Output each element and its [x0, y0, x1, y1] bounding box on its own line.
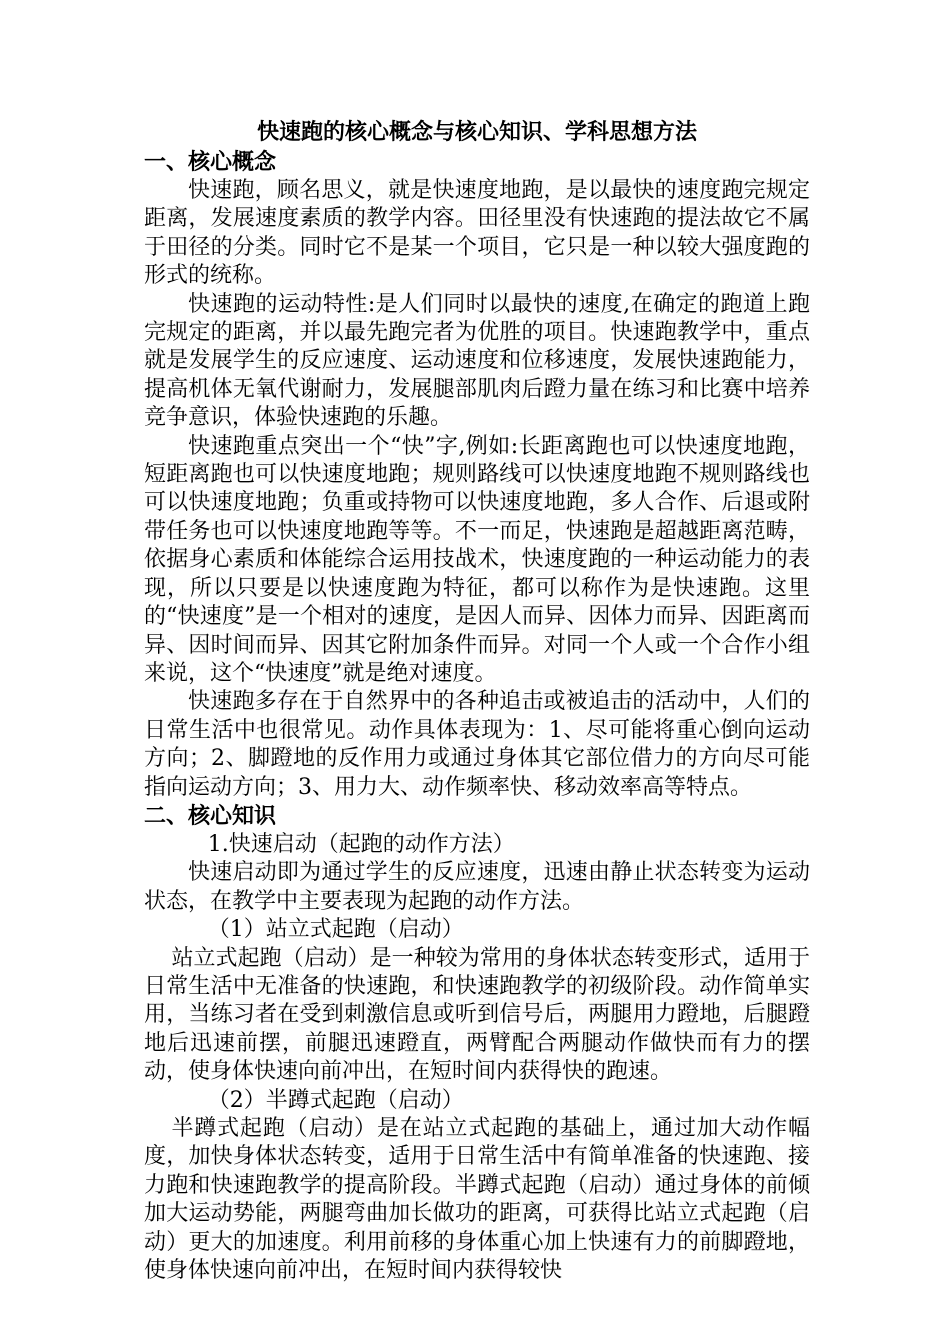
section1-paragraph-3: 快速跑重点突出一个“快”字,例如:长距离跑也可以快速度地跑，短距离跑也可以快速度地跑；规则路线可以快速度地跑不规则路线也可以快速度地跑；负重或持物可以快速度地跑，多人合作、后退或附带任务也可以快速度地跑等等。不一而足，快速跑是超越距离范畴，依据身心素质和体能综合运用技战术，快速度跑的一种运动能力的表现，所以只要是以快速度跑为特征，都可以称作为是快速跑。这里的“快速度”是一个相对的速度，是因人而异、因体力而异、因距离而异、因时间而异、因其它附加条件而异。对同一个人或一个合作小组来说，这个“快速度”就是绝对速度。 — [144, 433, 810, 686]
document-title: 快速跑的核心概念与核心知识、学科思想方法 — [256, 120, 697, 145]
section2-heading: 二、核心知识 — [144, 803, 277, 829]
sub2-title: （2）半蹲式起跑（启动） — [207, 1087, 464, 1113]
section1-heading: 一、核心概念 — [144, 150, 277, 175]
sub2-text: 半蹲式起跑（启动）是在站立式起跑的基础上，通过加大动作幅度，加快身体状态转变，适用于日常生活中有简单准备的快速跑、接力跑和快速跑教学的提高阶段。半蹲式起跑（启动）通过身体的前倾加大运动势能，两腿弯曲加长做功的距离，可获得比站立式起跑（启动）更大的加速度。利用前移的身体重心加上快速有力的前脚蹬地，使身体快速向前冲出，在短时间内获得较快 — [144, 1116, 810, 1284]
sub1-text: 站立式起跑（启动）是一种较为常用的身体状态转变形式，适用于日常生活中无准备的快速跑，和快速跑教学的初级阶段。动作简单实用，当练习者在受到刺激信息或听到信号后，两腿用力蹬地，后腿蹬地后迅速前摆，前腿迅速蹬直，两臂配合两腿动作做快而有力的摆动，使身体快速向前冲出，在短时间内获得快的跑速。 — [144, 945, 810, 1085]
item1-text: 快速启动即为通过学生的反应速度，迅速由静止状态转变为运动状态，在教学中主要表现为起跑的动作方法。 — [144, 860, 810, 914]
item1-title: 1.快速启动（起跑的动作方法） — [207, 831, 515, 857]
section1-paragraph-1: 快速跑，顾名思义，就是快速度地跑，是以最快的速度跑完规定距离，发展速度素质的教学内容。田径里没有快速跑的提法故它不属于田径的分类。同时它不是某一个项目，它只是一种以较大强度跑的形式的统称。 — [144, 178, 810, 289]
section1-paragraph-4: 快速跑多存在于自然界中的各种追击或被追击的活动中，人们的日常生活中也很常见。动作具体表现为：1、尽可能将重心倒向运动方向；2、脚蹬地的反作用力或通过身体其它部位借力的方向尽可能指向运动方向；3、用力大、动作频率快、移动效率高等特点。 — [144, 689, 810, 800]
section1-paragraph-2: 快速跑的运动特性:是人们同时以最快的速度,在确定的跑道上跑完规定的距离，并以最先跑完者为优胜的项目。快速跑教学中，重点就是发展学生的反应速度、运动速度和位移速度，发展快速跑能力，提高机体无氧代谢耐力，发展腿部肌肉后蹬力量在练习和比赛中培养竞争意识，体验快速跑的乐趣。 — [144, 291, 810, 431]
sub1-title: （1）站立式起跑（启动） — [207, 917, 464, 943]
